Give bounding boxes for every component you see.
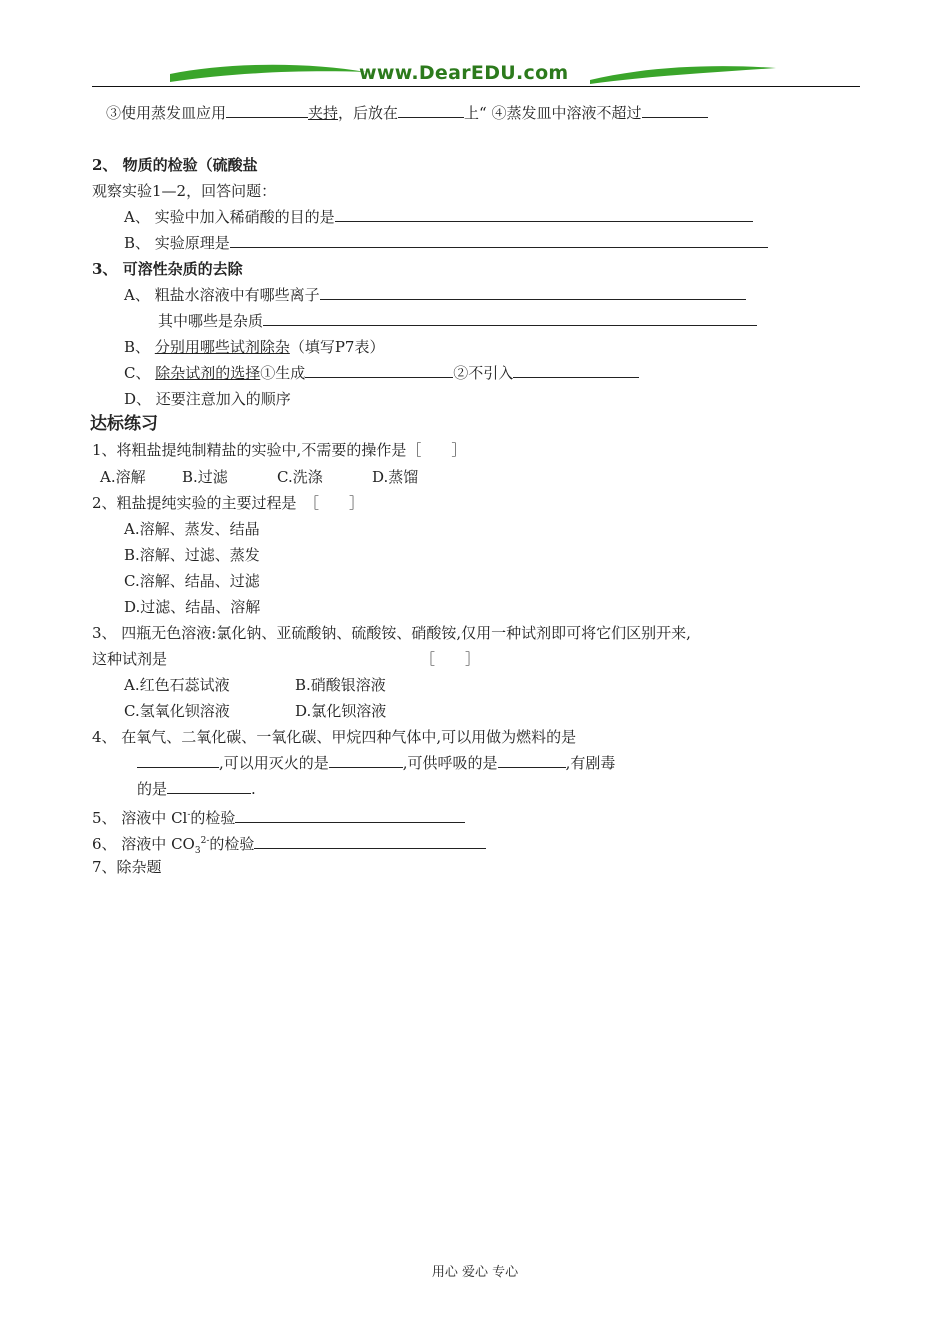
text: ,可以用灭火的是: [219, 754, 329, 772]
question-b1: [124, 233, 768, 253]
text: ,可供呼吸的是: [402, 754, 498, 772]
page-header: [92, 60, 860, 90]
blank: [305, 363, 453, 378]
q1-option-c: C.洗涤: [277, 468, 323, 486]
text: ②不引入: [453, 364, 514, 382]
question-a2: [124, 285, 746, 305]
question-4-cont: [137, 753, 615, 773]
blank: [254, 834, 486, 849]
question-b2: [124, 337, 384, 357]
q3-option-c: C.氢氧化钡溶液: [124, 702, 230, 720]
left-swoosh-icon: [168, 60, 368, 86]
q2-option-a: A.溶解、蒸发、结晶: [124, 520, 260, 538]
text: 分别用哪些试剂除杂: [154, 338, 290, 356]
q2-option-c: C.溶解、结晶、过滤: [124, 572, 260, 590]
text: 6、 溶液中 CO: [92, 835, 195, 853]
section-3-heading: 3、 可溶性杂质的去除: [92, 260, 243, 278]
blank: [335, 207, 753, 222]
q1-option-a: A.溶解: [100, 468, 146, 486]
question-a2-impurity: [158, 311, 757, 331]
text: B、: [124, 338, 151, 356]
text: 上“ ④蒸发皿中溶液不超过: [464, 104, 642, 122]
q1-option-d: D.蒸馏: [372, 468, 419, 486]
blank: [137, 753, 219, 768]
question-3-cont: 这种试剂是: [92, 650, 168, 668]
q3-option-a: A.红色石蕊试液: [124, 676, 230, 694]
text: 的检验: [190, 809, 236, 827]
text: 的是: [137, 780, 168, 798]
text: A、 实验中加入稀硝酸的目的是: [124, 208, 335, 226]
text: ③使用蒸发皿应用: [106, 104, 227, 122]
text: 5、 溶液中 Cl: [92, 809, 188, 827]
practice-title: 达标练习: [90, 414, 158, 434]
question-c2: [124, 363, 639, 383]
question-1: 1、将粗盐提纯制精盐的实验中,不需要的操作是［ ］: [92, 441, 467, 459]
observe-line: 观察实验1—2，回答问题：: [92, 182, 277, 200]
text: B、 实验原理是: [124, 234, 230, 252]
text: .: [251, 780, 256, 798]
evaporating-dish-line: [106, 103, 708, 123]
text: 的检验: [209, 835, 255, 853]
right-swoosh-icon: [588, 60, 778, 86]
site-logo: www.DearEDU.com: [359, 62, 569, 84]
text: 其中哪些是杂质: [158, 312, 264, 330]
text: ①生成: [260, 364, 306, 382]
question-2: 2、粗盐提纯实验的主要过程是 ［ ］: [92, 494, 365, 512]
question-3: 3、 四瓶无色溶液:氯化钠、亚硫酸钠、硫酸铵、硝酸铵,仅用一种试剂即可将它们区别开来,: [92, 624, 691, 642]
question-a1: [124, 207, 753, 227]
answer-bracket: ［ ］: [420, 650, 481, 668]
text: C、: [124, 364, 151, 382]
text: A、 粗盐水溶液中有哪些离子: [124, 286, 320, 304]
q1-option-b: B.过滤: [182, 468, 228, 486]
q3-option-d: D.氯化钡溶液: [295, 702, 387, 720]
text: （填写P7表）: [289, 338, 385, 356]
header-rule: [92, 86, 860, 87]
question-5: [92, 805, 465, 828]
blank: [398, 103, 464, 118]
blank: [329, 753, 403, 768]
text: 除杂试剂的选择: [155, 364, 261, 382]
question-7: 7、除杂题: [92, 858, 162, 876]
q2-option-d: D.过滤、结晶、溶解: [124, 598, 261, 616]
blank: [263, 311, 757, 326]
blank: [320, 285, 746, 300]
question-4: 4、 在氧气、二氧化碳、一氧化碳、甲烷四种气体中,可以用做为燃料的是: [92, 728, 577, 746]
subscript: 3: [194, 846, 201, 856]
page-footer: 用心 爱心 专心: [431, 1265, 519, 1280]
text: 夹持: [308, 104, 339, 122]
blank: [167, 779, 251, 794]
q3-option-b: B.硝酸银溶液: [295, 676, 386, 694]
text: ,有剧毒: [565, 754, 616, 772]
section-2-heading: 2、 物质的检验（硫酸盐: [92, 156, 258, 174]
superscript: 2-: [200, 836, 210, 846]
question-d2: D、 还要注意加入的顺序: [124, 390, 291, 408]
text: ，后放在: [338, 104, 399, 122]
blank: [513, 363, 639, 378]
blank: [235, 808, 465, 823]
q2-option-b: B.溶解、过滤、蒸发: [124, 546, 260, 564]
blank: [642, 103, 708, 118]
question-4-end: [137, 779, 256, 799]
superscript: -: [187, 810, 191, 820]
blank: [230, 233, 768, 248]
blank: [498, 753, 566, 768]
blank: [226, 103, 308, 118]
